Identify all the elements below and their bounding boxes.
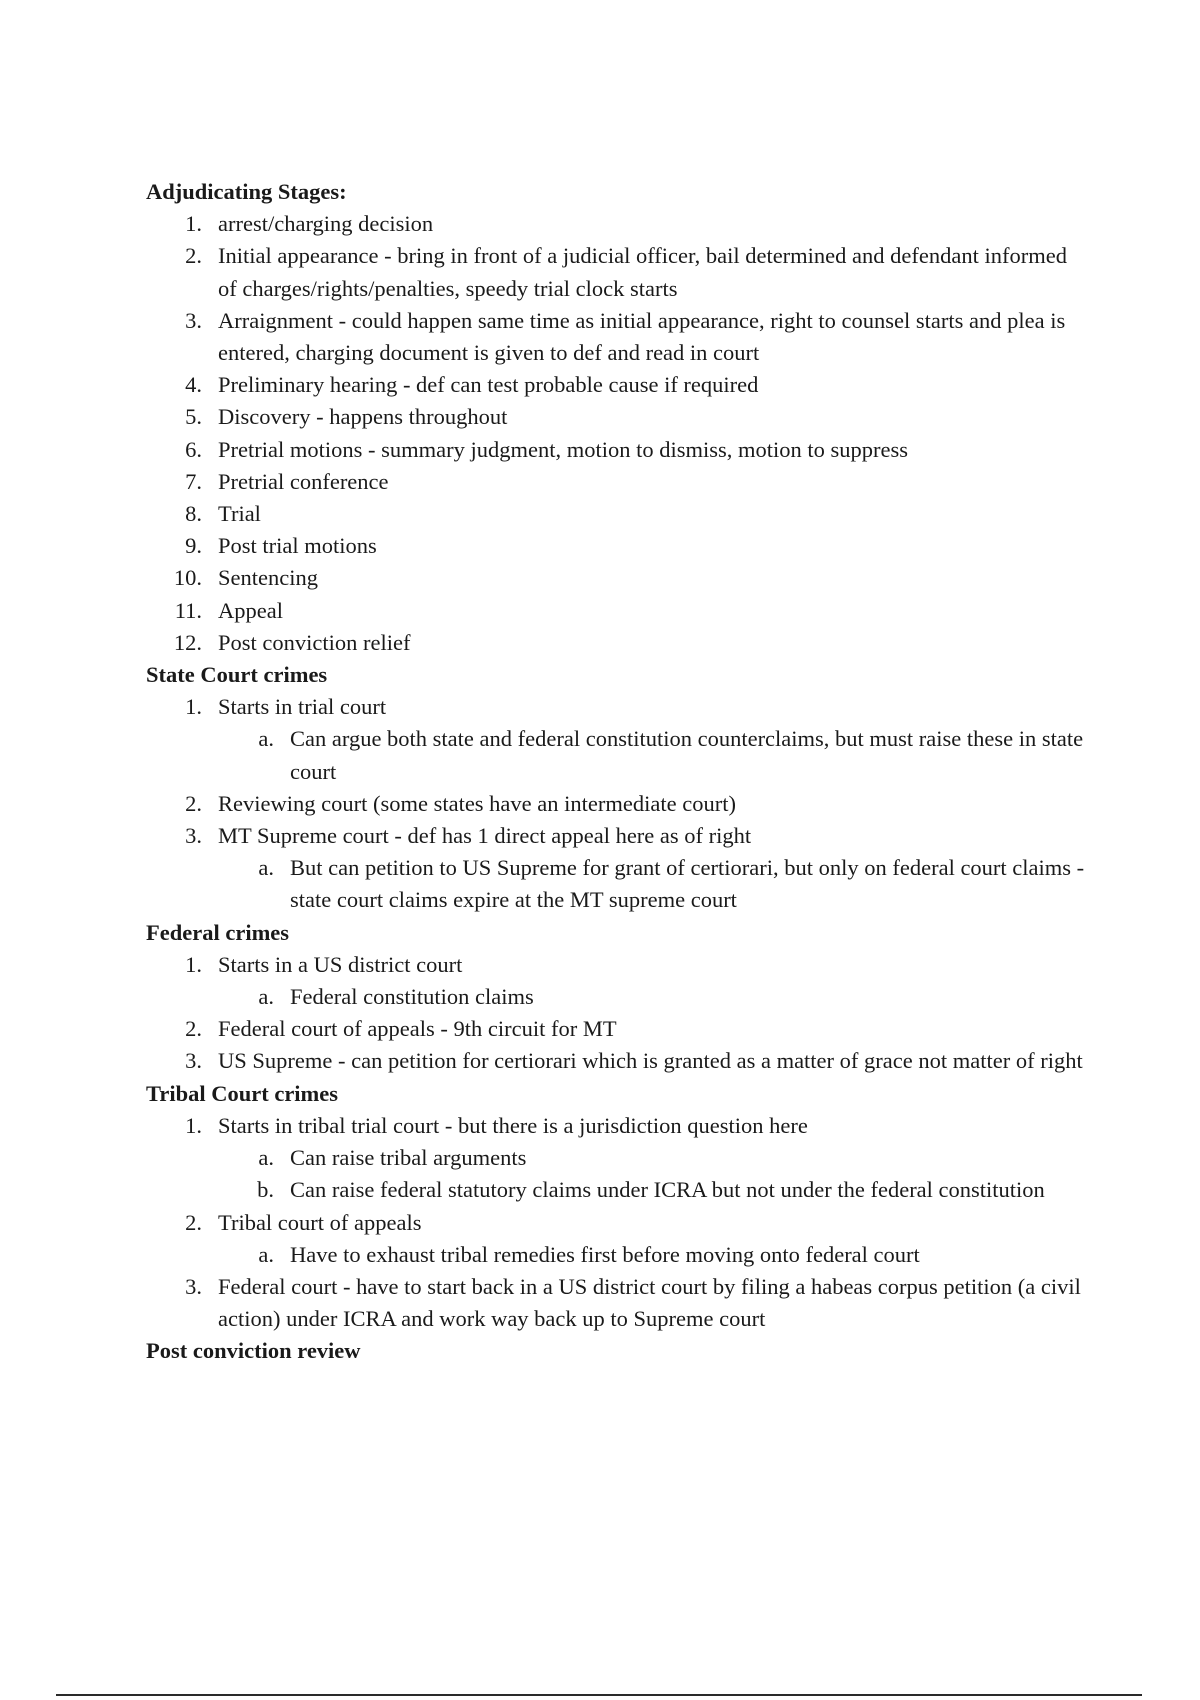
lettered-sublist: [218, 723, 1086, 787]
list-item-number: 10.: [173, 565, 202, 591]
list-item: [146, 595, 1086, 627]
list-item: [146, 1271, 1086, 1335]
sublist-item: [218, 1142, 1086, 1174]
sublist-item-letter: a.: [258, 855, 274, 881]
list-item-text: US Supreme - can petition for certiorari which is granted as a matter of grace not matter of right: [218, 1048, 1083, 1074]
list-item: [146, 1013, 1086, 1045]
list-item: [146, 208, 1086, 240]
sublist-item-letter: a.: [258, 1145, 274, 1171]
section-heading: Federal crimes: [146, 919, 290, 945]
list-item-number: 3.: [185, 1273, 202, 1299]
lettered-sublist: [218, 981, 1086, 1013]
list-item-number: 1.: [185, 694, 202, 720]
list-item-number: 7.: [185, 468, 202, 494]
list-item-number: 3.: [185, 1048, 202, 1074]
list-item-text: Trial: [218, 501, 261, 527]
sublist-item-text: Can argue both state and federal constitution counterclaims, but must raise these in state court: [290, 726, 1084, 784]
list-item-text: Pretrial motions - summary judgment, motion to dismiss, motion to suppress: [218, 436, 908, 462]
list-item: [146, 530, 1086, 562]
list-item: [146, 305, 1086, 369]
list-item: [146, 401, 1086, 433]
list-item-text: Reviewing court (some states have an intermediate court): [218, 790, 736, 816]
list-item-number: 3.: [185, 823, 202, 849]
list-item-text: Post trial motions: [218, 533, 377, 559]
list-item-number: 2.: [185, 1209, 202, 1235]
sublist-item-letter: a.: [258, 726, 274, 752]
list-item-number: 2.: [185, 790, 202, 816]
lettered-sublist: [218, 1142, 1086, 1206]
sublist-item: [218, 1239, 1086, 1271]
list-item: [146, 1110, 1086, 1207]
list-item: [146, 369, 1086, 401]
list-item: [146, 1045, 1086, 1077]
list-item: [146, 562, 1086, 594]
sublist-item-text: Have to exhaust tribal remedies first before moving onto federal court: [290, 1241, 920, 1267]
section-heading: State Court crimes: [146, 662, 328, 688]
list-item: [146, 788, 1086, 820]
list-item-text: MT Supreme court - def has 1 direct appeal here as of right: [218, 823, 752, 849]
list-item: [146, 498, 1086, 530]
list-item-text: Sentencing: [218, 565, 318, 591]
lettered-sublist: [218, 1239, 1086, 1271]
list-item-text: Pretrial conference: [218, 468, 389, 494]
sublist-item-text: Can raise tribal arguments: [290, 1145, 527, 1171]
list-item-text: Arraignment - could happen same time as initial appearance, right to counsel starts and plea is entered, charging document is given to def and read in court: [218, 307, 1066, 366]
list-item-number: 9.: [185, 533, 202, 559]
document-body: [146, 176, 1086, 1368]
list-item-text: Federal court - have to start back in a US district court by filing a habeas corpus petition (a civil action) under ICRA and work way back up to Supreme court: [218, 1273, 1081, 1332]
list-item-text: Preliminary hearing - def can test probable cause if required: [218, 372, 759, 398]
list-item-text: arrest/charging decision: [218, 211, 434, 237]
list-item: [146, 240, 1086, 304]
list-item: [146, 1207, 1086, 1271]
list-item-number: 6.: [185, 436, 202, 462]
sublist-item-letter: b.: [257, 1177, 274, 1203]
list-item-text: Discovery - happens throughout: [218, 404, 508, 430]
list-item: [146, 820, 1086, 917]
list-item-text: Initial appearance - bring in front of a judicial officer, bail determined and defendant informed of charges/rights/penalties, speedy trial clock starts: [218, 243, 1067, 301]
list-item: [146, 691, 1086, 788]
sublist-item-text: Can raise federal statutory claims under ICRA but not under the federal constitution: [290, 1177, 1045, 1203]
list-item: [146, 434, 1086, 466]
list-item-number: 2.: [185, 1016, 202, 1042]
sublist-item: [218, 981, 1086, 1013]
list-item-text: Starts in a US district court: [218, 951, 463, 977]
numbered-list: [146, 691, 1086, 916]
page-bottom-rule: [56, 1694, 1142, 1696]
list-item-number: 1.: [185, 1112, 202, 1138]
section-heading: Post conviction review: [146, 1338, 361, 1364]
sublist-item-letter: a.: [258, 984, 274, 1010]
list-item-number: 1.: [185, 951, 202, 977]
sublist-item-text: But can petition to US Supreme for grant of certiorari, but only on federal court claims - state court claims expire at the MT supreme court: [290, 855, 1085, 913]
numbered-list: [146, 208, 1086, 659]
list-item-number: 8.: [185, 501, 202, 527]
numbered-list: [146, 949, 1086, 1078]
sublist-item-letter: a.: [258, 1241, 274, 1267]
list-item-text: Post conviction relief: [218, 629, 411, 655]
list-item: [146, 466, 1086, 498]
list-item-number: 3.: [185, 307, 202, 333]
list-item-text: Appeal: [218, 597, 283, 623]
list-item-text: Tribal court of appeals: [218, 1209, 422, 1235]
sublist-item: [218, 723, 1086, 787]
list-item-text: Starts in trial court: [218, 694, 387, 720]
sublist-item: [218, 852, 1086, 916]
list-item: [146, 627, 1086, 659]
list-item: [146, 949, 1086, 1013]
sublist-item: [218, 1174, 1086, 1206]
section-heading: Tribal Court crimes: [146, 1080, 339, 1106]
list-item-text: Federal court of appeals - 9th circuit for MT: [218, 1016, 617, 1042]
list-item-text: Starts in tribal trial court - but there is a jurisdiction question here: [218, 1112, 808, 1138]
lettered-sublist: [218, 852, 1086, 916]
numbered-list: [146, 1110, 1086, 1335]
list-item-number: 4.: [185, 372, 202, 398]
list-item-number: 5.: [185, 404, 202, 430]
list-item-number: 2.: [185, 243, 202, 269]
list-item-number: 11.: [174, 597, 202, 623]
list-item-number: 1.: [185, 211, 202, 237]
sublist-item-text: Federal constitution claims: [290, 984, 534, 1010]
section-heading: Adjudicating Stages:: [146, 179, 347, 204]
list-item-number: 12.: [173, 629, 202, 655]
